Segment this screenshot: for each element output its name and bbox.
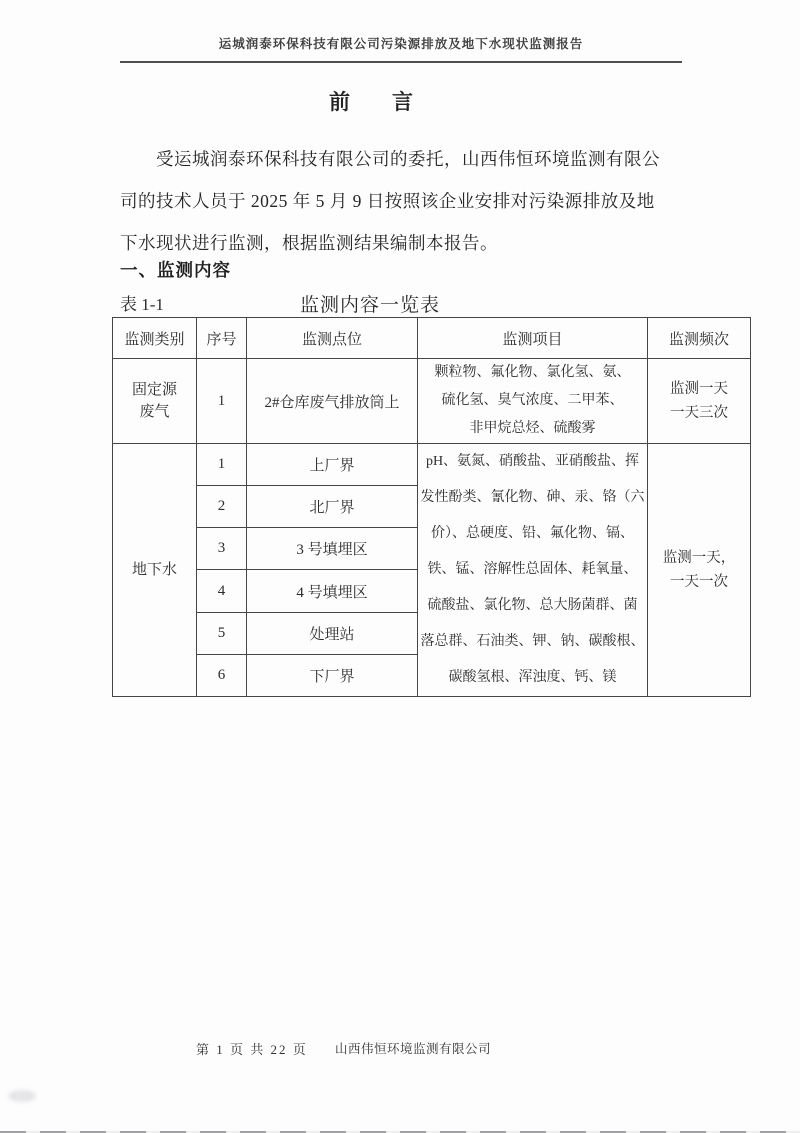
preface-paragraph [120, 138, 686, 264]
category-cell [113, 359, 197, 444]
column-header-site: 监测点位 [247, 318, 418, 359]
table-row-groundwater [113, 444, 751, 486]
category-line: 固定源 [131, 382, 177, 398]
column-header-items: 监测项目 [418, 318, 648, 359]
frequency-line: 监测一天， [662, 550, 736, 566]
site-cell: 下厂界 [247, 654, 418, 696]
row-number-cell: 6 [197, 654, 247, 696]
frequency-line: 一天一次 [670, 574, 728, 590]
items-line: 非甲烷总烃、硫酸雾 [469, 421, 596, 436]
row-number-cell: 4 [197, 570, 247, 612]
items-line: 发性酚类、氰化物、砷、汞、铬（六 [420, 490, 645, 505]
frequency-line: 一天三次 [670, 405, 728, 421]
table-row-waste-gas [113, 359, 751, 444]
category-cell: 地下水 [113, 444, 197, 697]
paragraph-line: 受运城润泰环保科技有限公司的委托，山西伟恒环境监测有限公 [156, 149, 660, 169]
row-number-cell: 5 [197, 612, 247, 654]
column-header-category: 监测类别 [113, 318, 197, 359]
report-header [120, 34, 682, 63]
category-line: 废气 [139, 404, 170, 420]
row-number-cell: 1 [197, 444, 247, 486]
items-line: 硫化氢、臭气浓度、二甲苯、 [441, 393, 624, 408]
items-line: 价）、总硬度、铅、氟化物、镉、 [431, 526, 634, 541]
site-cell: 处理站 [247, 612, 418, 654]
page-number: 第 1 页 共 22 页 [196, 1042, 308, 1057]
items-line: 碳酸氢根、浑浊度、钙、镁 [448, 670, 617, 685]
items-cell [418, 359, 648, 444]
preface-title: 前 言 [329, 90, 413, 114]
items-cell [418, 444, 648, 697]
report-header-title: 运城润泰环保科技有限公司污染源排放及地下水现状监测报告 [218, 37, 584, 51]
items-line: 落总群、石油类、钾、钠、碳酸根、 [420, 634, 645, 649]
paragraph-line: 司的技术人员于 2025 年 5 月 9 日按照该企业安排对污染源排放及地 [120, 191, 655, 211]
row-number-cell: 2 [197, 486, 247, 528]
table-caption [120, 290, 682, 316]
frequency-cell [648, 359, 751, 444]
column-header-number: 序号 [197, 318, 247, 359]
table-header-row [113, 318, 751, 359]
items-line: 硫酸盐、氯化物、总大肠菌群、菌 [427, 598, 638, 613]
scan-smudge-artifact [8, 1090, 36, 1102]
monitoring-table [112, 317, 751, 697]
site-cell: 上厂界 [247, 444, 418, 486]
site-cell: 2#仓库废气排放筒上 [247, 359, 418, 444]
row-number-cell: 1 [197, 359, 247, 444]
table-caption-text: 监测内容一览表 [300, 295, 441, 316]
frequency-line: 监测一天 [670, 381, 728, 397]
paragraph-line: 下水现状进行监测，根据监测结果编制本报告。 [120, 233, 498, 253]
items-line: 颗粒物、氟化物、氯化氢、氨、 [434, 365, 631, 380]
site-cell: 北厂界 [247, 486, 418, 528]
items-line: pH、氨氮、硝酸盐、亚硝酸盐、挥 [425, 454, 640, 469]
section-heading: 一、监测内容 [120, 260, 231, 280]
items-line: 铁、锰、溶解性总固体、耗氧量、 [427, 562, 638, 577]
column-header-frequency: 监测频次 [648, 318, 751, 359]
row-number-cell: 3 [197, 528, 247, 570]
table-label: 表 1-1 [120, 295, 164, 314]
page-footer [0, 1039, 800, 1059]
site-cell: 3 号填埋区 [247, 528, 418, 570]
footer-company: 山西伟恒环境监测有限公司 [335, 1042, 492, 1056]
frequency-cell [648, 444, 751, 697]
site-cell: 4 号填埋区 [247, 570, 418, 612]
